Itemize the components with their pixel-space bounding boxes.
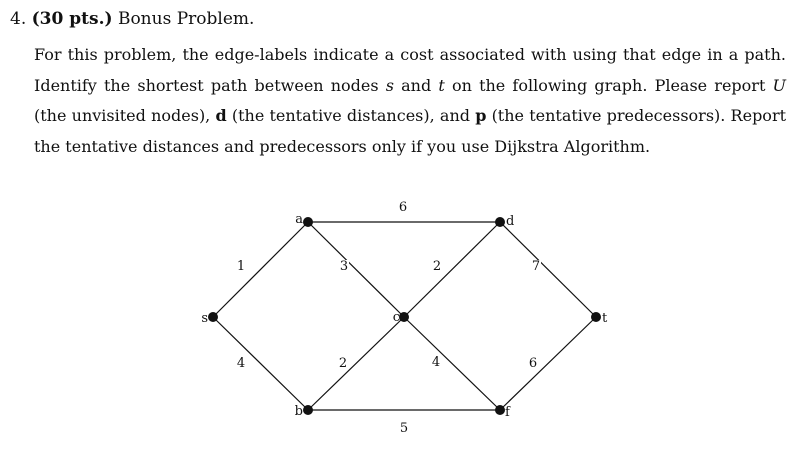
node-s-dot xyxy=(208,312,218,322)
node-s-label: s xyxy=(201,311,208,326)
node-t-label: t xyxy=(602,311,608,326)
node-f-dot xyxy=(495,405,505,415)
edge-b-c xyxy=(308,317,404,410)
edge-cost-s-a: 1 xyxy=(236,259,246,274)
edge-cost-c-d: 2 xyxy=(432,259,442,274)
node-b-label: b xyxy=(294,404,303,419)
statement-text: (the xyxy=(34,106,67,125)
edge-d-t xyxy=(500,222,596,317)
statement-text: on the following graph. Please report xyxy=(444,75,773,95)
node-t-dot xyxy=(591,312,601,322)
edge-c-d xyxy=(404,222,500,317)
edge-cost-a-d: 6 xyxy=(398,200,408,215)
edge-cost-d-t: 7 xyxy=(531,259,541,274)
node-t-ref: t xyxy=(438,75,445,95)
unvisited-set-symbol: U xyxy=(772,75,787,95)
node-f-label: f xyxy=(505,405,510,420)
distance-symbol: d xyxy=(215,106,227,125)
predecessor-symbol: p xyxy=(475,106,487,125)
edge-cost-a-c: 3 xyxy=(339,259,349,274)
node-d-label: d xyxy=(506,214,515,229)
edge-s-b xyxy=(213,317,308,410)
edge-cost-f-t: 6 xyxy=(528,356,538,371)
node-d-dot xyxy=(495,217,505,227)
problem-number: 4. xyxy=(10,9,27,29)
edge-s-a xyxy=(213,222,308,317)
node-c-label: c xyxy=(392,310,400,325)
statement-text: unvisited nodes), xyxy=(71,106,216,125)
statement-line-1: For this problem, the edge-labels indicate a cost associated with using that edge in a path. xyxy=(34,45,786,64)
node-c-dot xyxy=(399,312,409,322)
node-b-dot xyxy=(303,405,313,415)
edge-f-t xyxy=(500,317,596,410)
problem-points: (30 pts.) xyxy=(31,9,113,29)
problem-title: Bonus Problem. xyxy=(117,9,255,29)
node-a-dot xyxy=(303,217,313,227)
edge-c-f xyxy=(404,317,500,410)
node-s-ref: s xyxy=(385,75,394,95)
edge-cost-b-f: 5 xyxy=(399,421,409,436)
statement-text: Identify the shortest path between nodes xyxy=(34,75,386,95)
edge-cost-c-f: 4 xyxy=(431,355,441,370)
edge-cost-s-b: 4 xyxy=(236,356,246,371)
statement-text: and xyxy=(393,75,439,95)
statement-text: (the tentative distances), and xyxy=(226,106,476,125)
edge-cost-b-c: 2 xyxy=(338,356,348,371)
edge-a-c xyxy=(308,222,404,317)
statement-text: (the tentative predecessors). Report the xyxy=(34,106,787,156)
statement-line-4: tentative distances and predecessors only if you use Dijkstra Algorithm. xyxy=(65,136,651,156)
node-a-label: a xyxy=(295,212,303,227)
